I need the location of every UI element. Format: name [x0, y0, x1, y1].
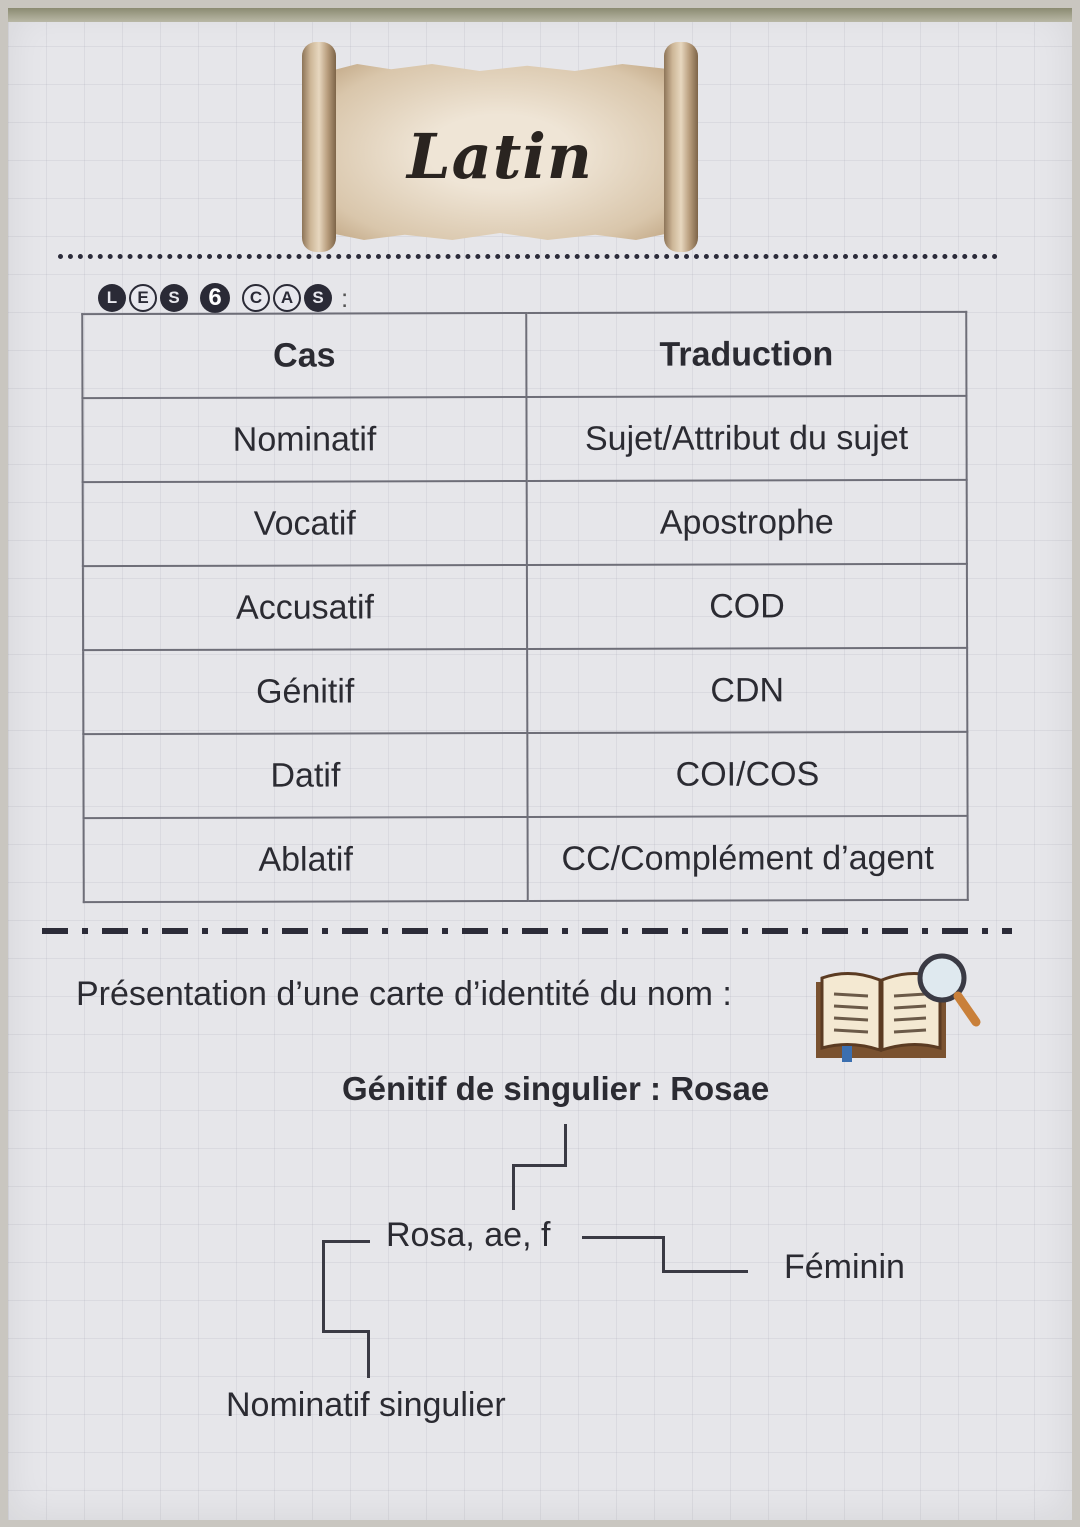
table-cell-translation: COD — [527, 564, 967, 649]
open-book-magnifier-icon — [812, 950, 982, 1065]
genitive-singular-label: Génitif de singulier : Rosae — [342, 1070, 770, 1107]
heading-letter: A — [273, 284, 301, 312]
title-scroll-banner — [300, 42, 700, 252]
heading-letter: S — [304, 284, 332, 312]
heading-number: 6 — [200, 283, 230, 313]
connector-line — [662, 1270, 748, 1273]
table-cell-translation: COI/COS — [527, 732, 967, 817]
noun-entry: Rosa, ae, f — [386, 1216, 551, 1254]
table-cell-translation: CDN — [527, 648, 967, 733]
heading-letter: C — [242, 284, 270, 312]
table-header-cell: Traduction — [526, 312, 966, 397]
connector-line — [322, 1240, 370, 1243]
table-cell-case: Nominatif — [82, 397, 526, 482]
page-title: Latin — [406, 120, 594, 193]
heading-letter: E — [129, 284, 157, 312]
table-cell-case: Vocatif — [83, 481, 527, 566]
connector-line — [582, 1236, 664, 1239]
connector-line — [564, 1124, 567, 1166]
connector-line — [322, 1240, 325, 1332]
table-cell-case: Accusatif — [83, 565, 527, 650]
connector-line — [367, 1330, 370, 1378]
identity-card-intro: Présentation d’une carte d’identité du nom : — [76, 975, 732, 1013]
dotted-divider — [58, 254, 998, 259]
connector-line — [322, 1330, 370, 1333]
table-row — [83, 648, 967, 734]
heading-letter: L — [98, 284, 126, 312]
connector-line — [512, 1164, 567, 1167]
table-row — [83, 564, 967, 650]
connector-line — [662, 1236, 665, 1272]
section-heading — [98, 281, 348, 315]
table-row — [84, 816, 968, 902]
table-cell-case: Ablatif — [84, 817, 528, 902]
table-cell-translation: CC/Complément d’agent — [528, 816, 968, 901]
dash-dot-divider — [42, 928, 1012, 934]
gender-label: Féminin — [784, 1248, 905, 1286]
nominative-singular-label: Nominatif singulier — [226, 1386, 506, 1424]
heading-letter: S — [160, 284, 188, 312]
table-row — [83, 732, 967, 818]
table-row — [83, 480, 967, 566]
connector-line — [512, 1164, 515, 1210]
table-cell-translation: Sujet/Attribut du sujet — [526, 396, 966, 481]
table-header-row — [82, 312, 966, 398]
heading-colon: : — [341, 282, 349, 313]
table-row — [82, 396, 966, 482]
table-cell-case: Datif — [83, 733, 527, 818]
cases-table — [81, 311, 969, 903]
table-header-cell: Cas — [82, 313, 526, 398]
table-cell-translation: Apostrophe — [527, 480, 967, 565]
table-cell-case: Génitif — [83, 649, 527, 734]
top-band — [8, 8, 1072, 22]
